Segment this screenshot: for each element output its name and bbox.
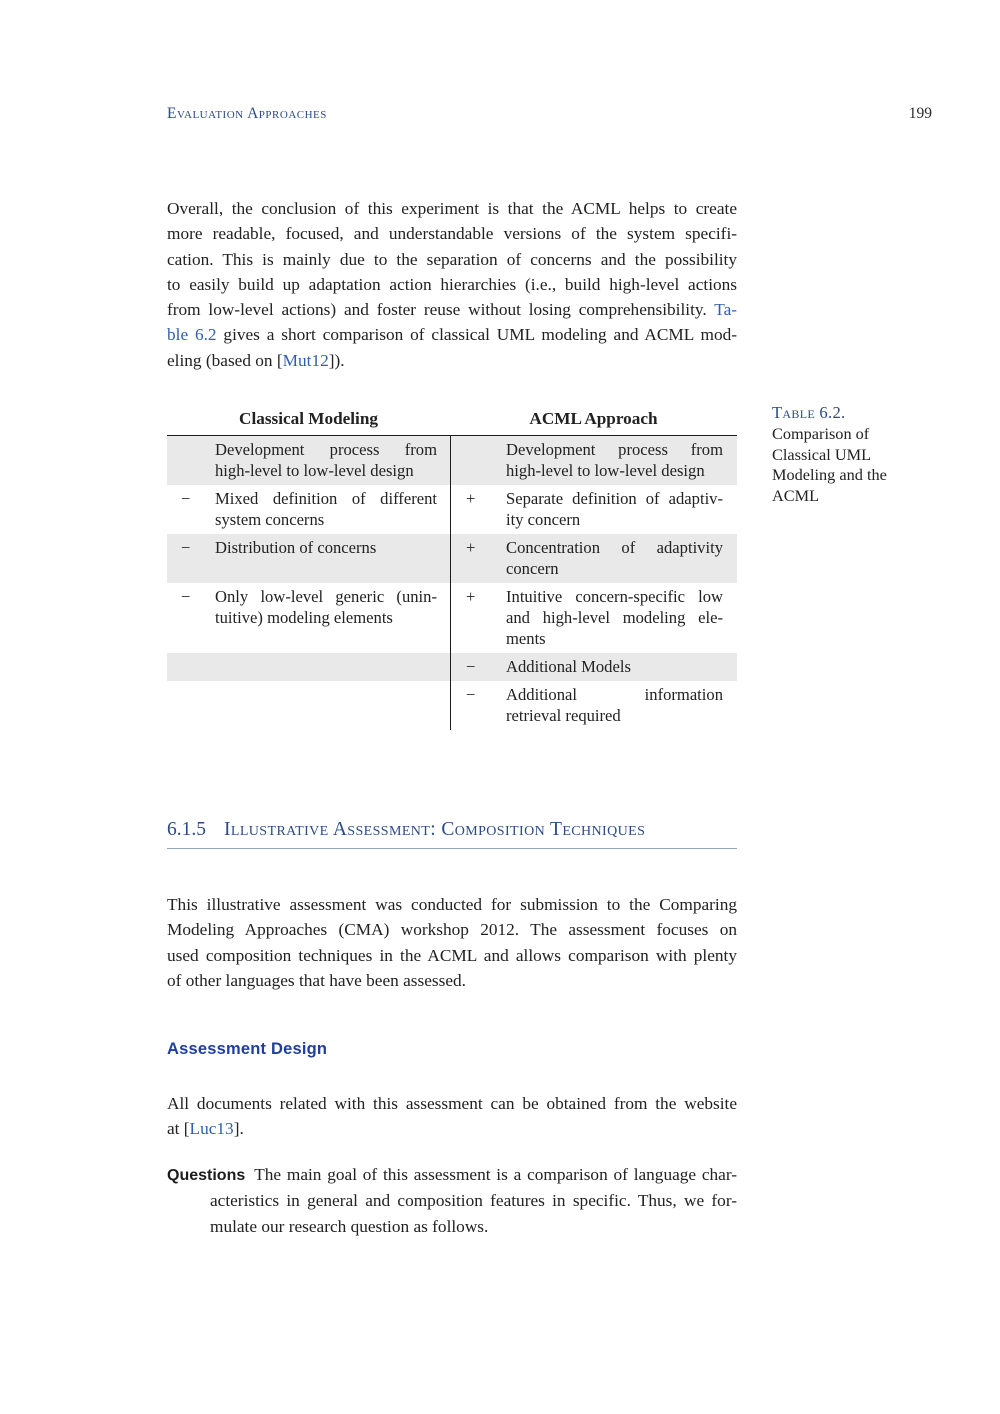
cell-text (215, 537, 437, 558)
table-column-header-classical: Classical Modeling (239, 409, 378, 428)
table-6-2-reference-link[interactable]: Ta- (714, 300, 737, 320)
table-row (167, 653, 737, 681)
text-segment: ity concern (506, 510, 581, 529)
assessment-paragraph (167, 892, 737, 993)
table-header-row (167, 409, 737, 435)
rating-sign: + (466, 489, 476, 508)
text-line (167, 1188, 737, 1213)
citation-luc13-link[interactable]: Luc13 (189, 1119, 234, 1139)
text-line (167, 297, 737, 322)
text-line (506, 439, 723, 460)
text-segment: ACML (772, 485, 820, 505)
text-segment: of other languages that have been assessed. (167, 970, 466, 990)
rating-sign: − (181, 489, 191, 508)
table-cell-acml (450, 534, 737, 583)
text-segment: and high-level modeling ele- (506, 608, 723, 627)
text-line (506, 488, 723, 509)
text-line (506, 558, 723, 579)
text-segment: at [ (167, 1119, 190, 1139)
cell-text (215, 586, 437, 628)
text-line (215, 460, 437, 481)
documents-paragraph (167, 1091, 737, 1142)
text-line (167, 917, 737, 942)
text-line (167, 348, 737, 373)
page-number: 199 (908, 105, 932, 122)
text-segment: Modeling Approaches (CMA) workshop 2012. The assessment focuses on (167, 920, 737, 940)
table-6-2-reference-link[interactable]: ble 6.2 (167, 325, 217, 345)
text-segment: Only low-level generic (unin- (215, 587, 437, 606)
section-heading-rule (167, 848, 737, 849)
table-cell-classical (167, 534, 450, 583)
text-line (506, 460, 723, 481)
text-line (167, 1162, 737, 1188)
text-line (506, 509, 723, 530)
text-segment: to easily build up adaptation action hierarchies (i.e., build high-level actions (167, 274, 737, 294)
text-segment: acteristics in general and composition features in specific. Thus, we for- (210, 1191, 737, 1211)
text-segment: high-level to low-level design (506, 461, 705, 480)
rating-sign: − (181, 587, 191, 606)
text-segment: Modeling and the (772, 465, 887, 485)
text-line (215, 607, 437, 628)
text-segment: system concerns (215, 510, 325, 529)
cell-text (506, 537, 723, 579)
text-line (167, 968, 737, 993)
rating-sign: − (181, 538, 191, 557)
text-segment: more readable, focused, and understandable versions of the system specifi- (167, 224, 737, 244)
text-segment: Distribution of concerns (215, 538, 377, 557)
text-line (215, 439, 437, 460)
table-cell-classical (167, 485, 450, 534)
cell-text (506, 656, 723, 677)
text-line (167, 1116, 737, 1141)
cell-text (506, 586, 723, 649)
cell-text (215, 656, 437, 677)
table-cell-classical (167, 583, 450, 653)
text-line (506, 628, 723, 649)
text-segment: gives a short comparison of classical UML modeling and ACML mod- (216, 325, 737, 345)
text-segment: Comparison of (772, 424, 870, 444)
text-line (167, 322, 737, 347)
subsection-heading: Assessment Design (167, 1040, 328, 1058)
table-cell-acml (450, 485, 737, 534)
table-cell-classical (167, 436, 450, 485)
text-segment: Development process from (506, 440, 723, 459)
table-cell-acml (450, 436, 737, 485)
table-row (167, 681, 737, 730)
table-cell-classical (167, 653, 450, 681)
text-line (772, 445, 922, 465)
text-segment: Mixed definition of different (215, 489, 437, 508)
text-line (215, 488, 437, 509)
text-line (772, 424, 922, 444)
text-line (167, 221, 737, 246)
questions-paragraph (167, 1162, 737, 1239)
text-line (215, 586, 437, 607)
text-segment: Additional information (506, 685, 723, 704)
table-row (167, 534, 737, 583)
text-line (506, 537, 723, 558)
text-line (167, 1091, 737, 1116)
table-cell-acml (450, 583, 737, 653)
text-segment: retrieval required (506, 706, 621, 725)
table-caption (772, 403, 922, 506)
text-segment: Overall, the conclusion of this experiment is that the ACML helps to create (167, 199, 737, 218)
rating-sign: − (466, 657, 476, 676)
text-line (215, 537, 437, 558)
rating-sign: + (466, 587, 476, 606)
rating-sign: + (466, 538, 476, 557)
text-line (506, 705, 723, 726)
cell-text (215, 684, 437, 705)
text-line (167, 943, 737, 968)
table-row (167, 485, 737, 534)
text-segment: ments (506, 629, 546, 648)
text-segment: ]). (328, 350, 345, 370)
section-heading-text (167, 819, 737, 841)
section-title: Illustrative Assessment: Composition Techniques (224, 819, 646, 840)
text-segment: from low-level actions) and foster reuse without losing comprehensibility. (167, 300, 715, 320)
section-heading (167, 819, 737, 849)
table-cell-acml (450, 681, 737, 730)
text-segment: The main goal of this assessment is a comparison of language char- (254, 1165, 737, 1184)
text-segment: used composition techniques in the ACML and allows comparison with plenty (167, 945, 737, 965)
table-column-header-acml: ACML Approach (529, 409, 658, 428)
comparison-table (167, 409, 737, 730)
text-segment: Development process from (215, 440, 437, 459)
text-line (215, 509, 437, 530)
text-line (167, 892, 737, 917)
running-header-title: Evaluation Approaches (167, 105, 327, 122)
cell-text (215, 488, 437, 530)
text-segment: All documents related with this assessment can be obtained from the website (167, 1094, 737, 1113)
text-line (506, 607, 723, 628)
text-segment: ]. (233, 1119, 244, 1139)
text-segment: eling (based on [ (167, 350, 283, 370)
questions-label: Questions (167, 1167, 246, 1184)
section-number: 6.1.5 (167, 819, 206, 840)
table-caption-text (772, 424, 922, 506)
text-segment: high-level to low-level design (215, 461, 414, 480)
text-line (167, 1214, 737, 1239)
text-segment: tuitive) modeling elements (215, 608, 393, 627)
table-body (167, 435, 737, 730)
text-segment: Additional Models (506, 657, 631, 676)
text-segment: Intuitive concern-specific low (506, 587, 723, 606)
table-cell-classical (167, 681, 450, 730)
text-segment: mulate our research question as follows. (210, 1216, 489, 1236)
cell-text (215, 439, 437, 481)
text-line (167, 272, 737, 297)
text-segment: cation. This is mainly due to the separation of concerns and the possibility (167, 249, 737, 269)
text-line (506, 656, 723, 677)
cell-text (506, 684, 723, 726)
text-line (167, 196, 737, 221)
text-segment: This illustrative assessment was conducted for submission to the Comparing (167, 895, 737, 914)
table-cell-acml (450, 653, 737, 681)
text-line (506, 586, 723, 607)
citation-mut12-link[interactable]: Mut12 (282, 350, 329, 370)
intro-paragraph (167, 196, 737, 373)
cell-text (506, 439, 723, 481)
rating-sign: − (466, 685, 476, 704)
text-segment: Concentration of adaptivity (506, 538, 723, 557)
text-segment: Separate definition of adaptiv- (506, 489, 723, 508)
text-line (772, 465, 922, 485)
text-segment: concern (506, 559, 559, 578)
text-line (167, 247, 737, 272)
cell-text (506, 488, 723, 530)
text-line (506, 684, 723, 705)
table-caption-label: Table 6.2. (772, 403, 846, 422)
text-segment: Classical UML (772, 444, 872, 464)
table-row (167, 436, 737, 485)
table-row (167, 583, 737, 653)
text-line (772, 486, 922, 506)
